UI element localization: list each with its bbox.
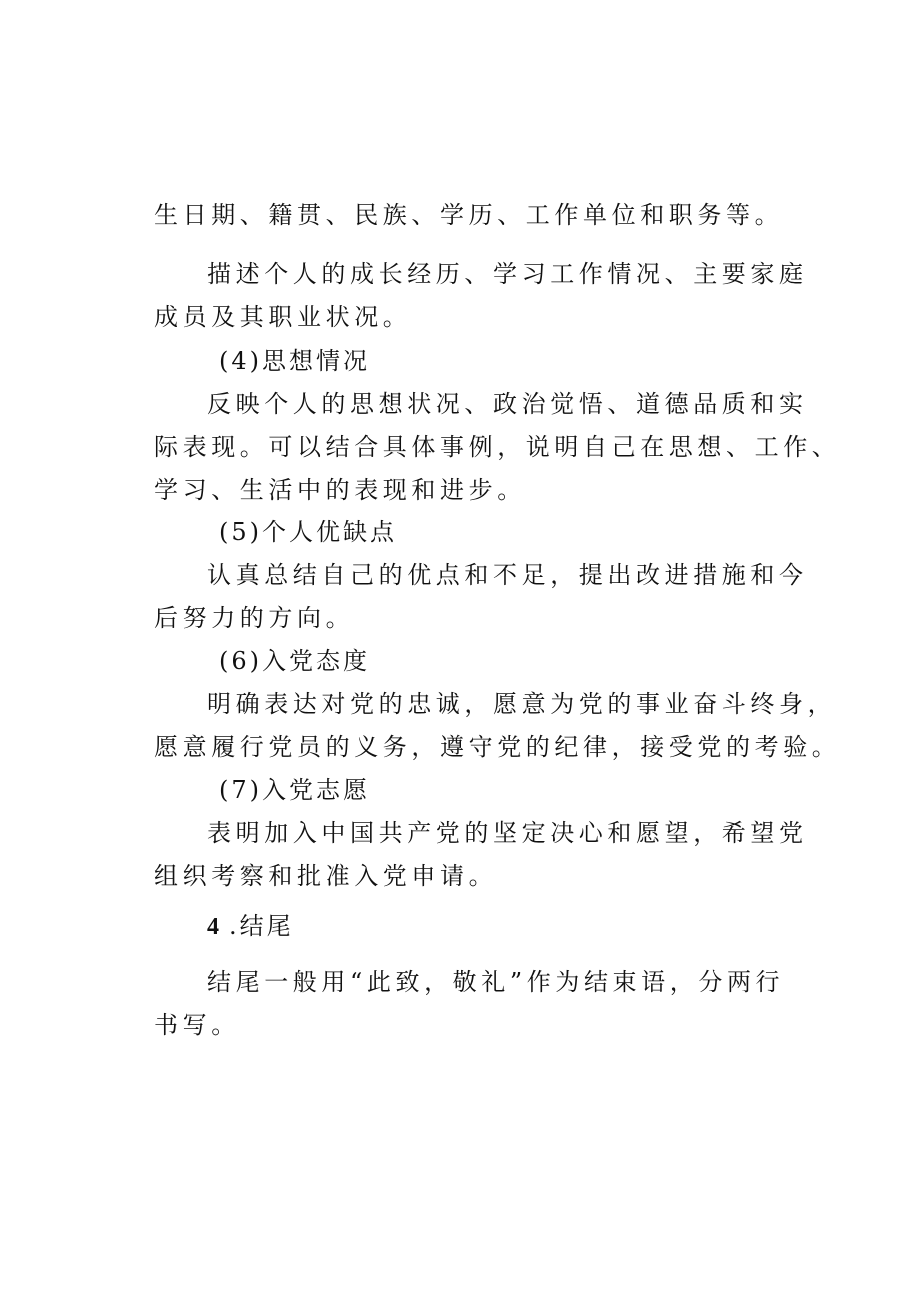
- paragraph-line: 后努力的方向。: [154, 604, 355, 632]
- paragraph-line: 明确表达对党的忠诚，愿意为党的事业奋斗终身，: [207, 690, 837, 718]
- section-number: 4: [207, 914, 219, 940]
- paragraph-line: 际表现。可以结合具体事例，说明自己在思想、工作、: [154, 433, 841, 461]
- paragraph-line: 反映个人的思想状况、政治觉悟、道德品质和实: [207, 390, 808, 418]
- paragraph-line: 结尾一般用“此致，敬礼”作为结束语，分两行: [207, 968, 785, 996]
- section-heading: [207, 910, 294, 943]
- paragraph-line: 愿意履行党员的义务，遵守党的纪律，接受党的考验。: [154, 733, 841, 761]
- paragraph-line: 书写。: [154, 1011, 240, 1039]
- section-heading: (7)入党志愿: [219, 776, 370, 804]
- section-heading: (6)入党态度: [219, 647, 370, 675]
- paragraph-line: 成员及其职业状况。: [154, 303, 412, 331]
- paragraph-line: 描述个人的成长经历、学习工作情况、主要家庭: [207, 260, 808, 288]
- paragraph-line: 表明加入中国共产党的坚定决心和愿望，希望党: [207, 819, 808, 847]
- paragraph-line: 组织考察和批准入党申请。: [154, 862, 498, 890]
- paragraph-line: 认真总结自己的优点和不足，提出改进措施和今: [207, 561, 808, 589]
- paragraph-line: 学习、生活中的表现和进步。: [154, 476, 526, 504]
- section-title: .结尾: [229, 912, 294, 940]
- section-heading: (5)个人优缺点: [219, 518, 397, 546]
- section-heading: (4)思想情况: [219, 347, 370, 375]
- paragraph-line: 生日期、籍贯、民族、学历、工作单位和职务等。: [154, 201, 784, 229]
